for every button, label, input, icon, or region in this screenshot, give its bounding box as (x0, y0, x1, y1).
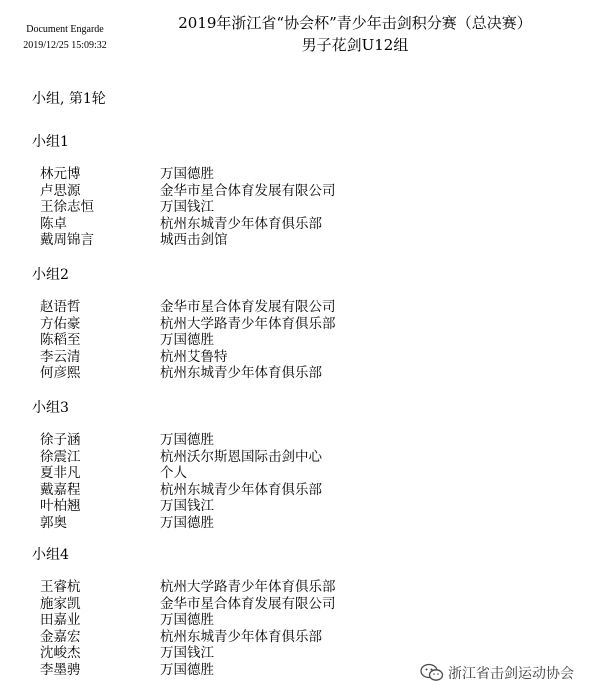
fencer-row (40, 166, 214, 182)
fencer-club: 金华市星合体育发展有限公司 (160, 595, 336, 612)
fencer-club: 金华市星合体育发展有限公司 (160, 299, 336, 315)
fencer-name: 施家凯 (40, 595, 81, 612)
fencer-row (40, 612, 214, 628)
fencer-club: 杭州沃尔斯恩国际击剑中心 (160, 448, 322, 465)
fencer-row (40, 299, 336, 315)
fencer-row (40, 332, 214, 348)
fencer-name: 陈卓 (40, 215, 67, 232)
fencer-club: 万国钱江 (160, 498, 214, 515)
fencer-name: 王睿杭 (40, 579, 81, 595)
fencer-club: 万国德胜 (160, 332, 214, 349)
fencer-name: 戴嘉程 (40, 481, 81, 498)
watermark-text: 浙江省击剑运动协会 (448, 666, 574, 682)
fencer-name: 王徐志恒 (40, 199, 94, 216)
fencer-row (40, 365, 322, 381)
fencer-name: 徐震江 (40, 448, 81, 465)
fencer-club: 金华市星合体育发展有限公司 (160, 182, 336, 199)
wechat-icon (420, 663, 444, 683)
fencer-name: 方佑豪 (40, 315, 81, 332)
fencer-row (40, 629, 322, 645)
header-meta (10, 22, 120, 54)
fencer-name: 陈稻至 (40, 332, 81, 349)
fencer-club: 万国德胜 (160, 515, 214, 531)
pool-label: 小组4 (32, 547, 69, 563)
fencer-row (40, 515, 214, 531)
fencer-name: 夏非凡 (40, 465, 81, 482)
fencer-club: 城西击剑馆 (160, 232, 228, 249)
fencer-name: 叶柏翘 (40, 498, 81, 515)
pool-label: 小组2 (32, 267, 69, 283)
title-category: 男子花剑U12组 (301, 36, 409, 54)
fencer-name: 李云清 (40, 348, 81, 365)
fencer-row (40, 232, 228, 248)
fencer-club: 万国德胜 (160, 432, 214, 448)
fencer-club: 杭州东城青少年体育俱乐部 (160, 215, 322, 232)
round-label: 小组, 第1轮 (32, 91, 106, 107)
fencer-club: 万国德胜 (160, 662, 214, 678)
fencer-row (40, 662, 214, 678)
header-timestamp: 2019/12/25 15:09:32 (23, 40, 107, 51)
fencer-row (40, 183, 336, 199)
fencer-row (40, 216, 322, 232)
fencer-name: 金嘉宏 (40, 628, 81, 645)
fencer-club: 杭州东城青少年体育俱乐部 (160, 628, 322, 645)
fencer-name: 徐子涵 (40, 432, 81, 448)
fencer-name: 赵语哲 (40, 299, 81, 315)
fencer-club: 万国德胜 (160, 612, 214, 629)
pool-label: 小组1 (32, 134, 69, 150)
fencer-club: 万国钱江 (160, 199, 214, 216)
fencer-club: 杭州艾鲁特 (160, 348, 228, 365)
page-title (160, 12, 550, 56)
fencer-club: 万国德胜 (160, 166, 214, 182)
fencer-club: 杭州大学路青少年体育俱乐部 (160, 579, 336, 595)
fencer-club: 杭州东城青少年体育俱乐部 (160, 365, 322, 382)
fencer-name: 田嘉业 (40, 612, 81, 629)
fencer-name: 林元博 (40, 166, 81, 182)
fencer-row (40, 482, 322, 498)
fencer-club: 杭州东城青少年体育俱乐部 (160, 481, 322, 498)
fencer-row (40, 645, 214, 661)
fencer-row (40, 199, 214, 215)
fencer-name: 沈峻杰 (40, 645, 81, 662)
fencer-name: 卢思源 (40, 182, 81, 199)
title-event: 2019年浙江省“协会杯”青少年击剑积分赛（总决赛） (178, 14, 532, 32)
fencer-club: 万国钱江 (160, 645, 214, 662)
fencer-club: 个人 (160, 465, 187, 482)
fencer-row (40, 432, 214, 448)
fencer-club: 杭州大学路青少年体育俱乐部 (160, 315, 336, 332)
fencer-row (40, 349, 228, 365)
fencer-row (40, 596, 336, 612)
fencer-row (40, 449, 322, 465)
fencer-name: 戴周锦言 (40, 232, 94, 249)
fencer-name: 何彦熙 (40, 365, 81, 382)
pool-label: 小组3 (32, 400, 69, 416)
watermark (420, 660, 574, 686)
fencer-row (40, 316, 336, 332)
header-app-name: Document Engarde (26, 24, 104, 35)
fencer-name: 郭奥 (40, 515, 67, 531)
fencer-name: 李墨骋 (40, 662, 81, 678)
fencer-row (40, 498, 214, 514)
fencer-row (40, 465, 187, 481)
fencer-row (40, 579, 336, 595)
